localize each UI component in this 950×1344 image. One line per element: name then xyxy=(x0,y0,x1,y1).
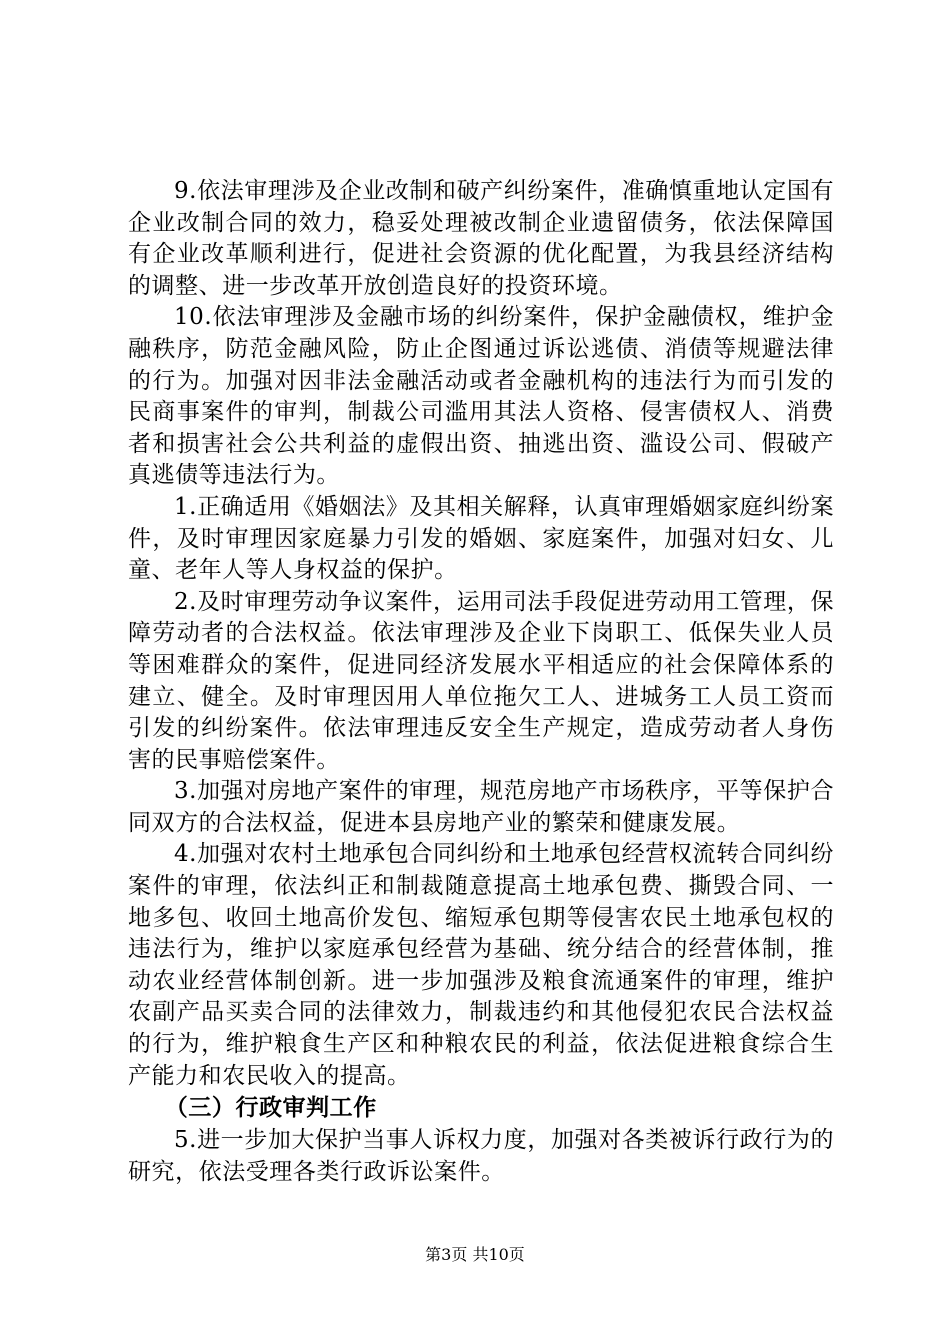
document-body xyxy=(128,176,834,1188)
paragraph-rural-land: 4.加强对农村土地承包合同纠纷和土地承包经营权流转合同纠纷案件的审理，依法纠正和制裁随意提高土地承包费、撕毁合同、一地多包、收回土地高价发包、缩短承包期等侵害农民土地承包权的违法行为，维护以家庭承包经营为基础、统分结合的经营体制，推动农业经营体制创新。进一步加强涉及粮食流通案件的审理，维护农副产品买卖合同的法律效力，制裁违约和其他侵犯农民合法权益的行为，维护粮食生产区和种粮农民的利益，依法促进粮食综合生产能力和农民收入的提高。 xyxy=(128,841,834,1089)
paragraph-administrative-litigation: 5.进一步加大保护当事人诉权力度，加强对各类被诉行政行为的研究，依法受理各类行政诉讼案件。 xyxy=(128,1127,834,1185)
page-number-footer: 第3页 共10页 xyxy=(425,1245,525,1264)
paragraph-real-estate: 3.加强对房地产案件的审理，规范房地产市场秩序，平等保护合同双方的合法权益，促进本县房地产业的繁荣和健康发展。 xyxy=(128,778,834,836)
paragraph-marriage-law: 1.正确适用《婚姻法》及其相关解释，认真审理婚姻家庭纠纷案件，及时审理因家庭暴力引发的婚姻、家庭案件，加强对妇女、儿童、老年人等人身权益的保护。 xyxy=(128,493,834,584)
paragraph-enterprise-restructuring: 9.依法审理涉及企业改制和破产纠纷案件，准确慎重地认定国有企业改制合同的效力，稳妥处理被改制企业遗留债务，依法保障国有企业改革顺利进行，促进社会资源的优化配置，为我县经济结构的调整、进一步改革开放创造良好的投资环境。 xyxy=(128,178,834,299)
section-heading-administrative: （三）行政审判工作 xyxy=(164,1095,377,1122)
paragraph-labor-disputes: 2.及时审理劳动争议案件，运用司法手段促进劳动用工管理，保障劳动者的合法权益。依法审理涉及企业下岗职工、低保失业人员等困难群众的案件，促进同经济发展水平相适应的社会保障体系的建立、健全。及时审理因用人单位拖欠工人、进城务工人员工资而引发的纠纷案件。依法审理违反安全生产规定，造成劳动者人身伤害的民事赔偿案件。 xyxy=(128,588,834,773)
paragraph-financial-market: 10.依法审理涉及金融市场的纠纷案件，保护金融债权，维护金融秩序，防范金融风险，防止企图通过诉讼逃债、消债等规避法律的行为。加强对因非法金融活动或者金融机构的违法行为而引发的民商事案件的审判，制裁公司滥用其法人资格、侵害债权人、消费者和损害社会公共利益的虚假出资、抽逃出资、滥设公司、假破产真逃债等违法行为。 xyxy=(128,304,834,489)
